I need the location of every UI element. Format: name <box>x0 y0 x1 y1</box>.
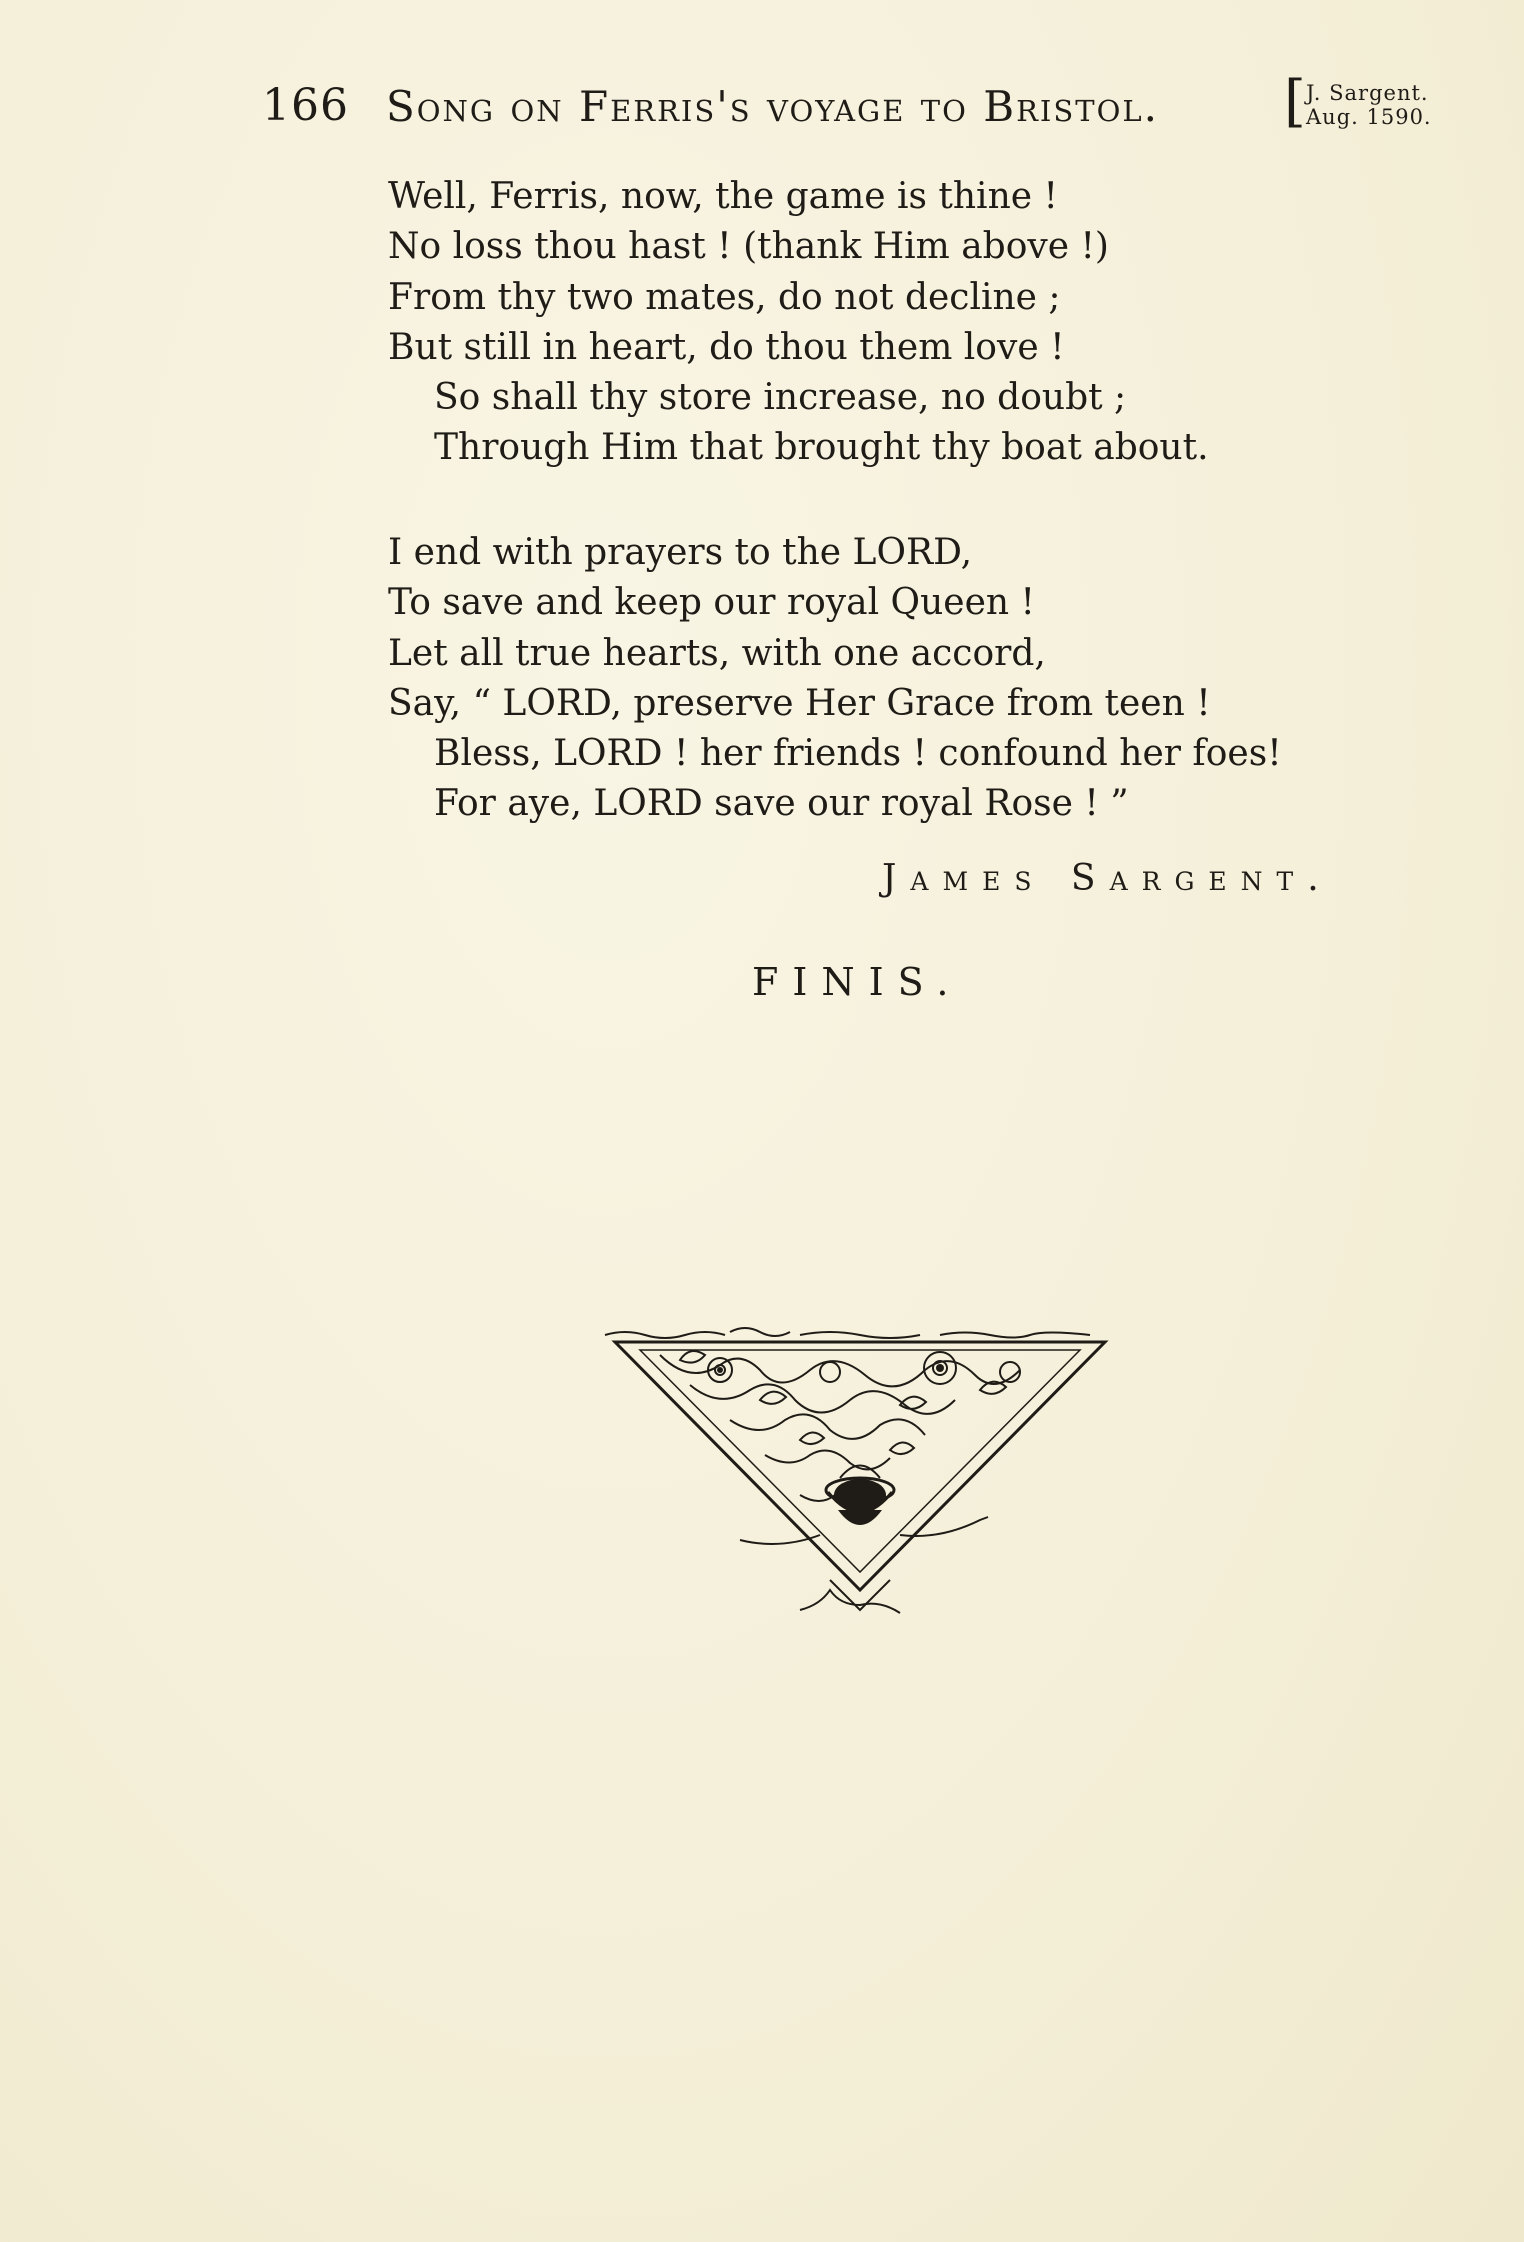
verse-line: From thy two mates, do not decline ; <box>388 276 1061 318</box>
verse-line: But still in heart, do thou them love ! <box>388 326 1065 368</box>
finis-mark: FINIS. <box>752 960 963 1004</box>
verse-line-indented: So shall thy store increase, no doubt ; <box>434 377 1127 419</box>
verse-line: I end with prayers to the LORD, <box>388 532 973 573</box>
floral-tailpiece-ornament <box>600 1310 1120 1630</box>
verse-line: Say, “ LORD, preserve Her Grace from teen ! <box>388 682 1211 724</box>
verse-line-indented: Through Him that brought thy boat about. <box>434 427 1209 469</box>
page-number: 166 <box>262 80 349 131</box>
side-note-author: J. Sargent. <box>1306 81 1429 105</box>
stanza-2 <box>388 528 1282 830</box>
side-note-date: Aug. 1590. <box>1306 105 1432 129</box>
running-title: Song on Ferris's voyage to Bristol. <box>386 82 1159 131</box>
verse-line: To save and keep our royal Queen ! <box>388 582 1035 624</box>
running-head <box>262 69 1442 146</box>
verse-line: Let all true hearts, with one accord, <box>388 632 1046 674</box>
verse-line: Well, Ferris, now, the game is thine ! <box>388 176 1058 217</box>
verse-line: No loss thou hast ! (thank Him above !) <box>388 226 1109 268</box>
stanza-1 <box>388 172 1209 474</box>
side-note-bracket: [ <box>1284 69 1306 134</box>
verse-line-indented: Bless, LORD ! her friends ! confound her foes! <box>434 733 1282 775</box>
author-signature: James Sargent. <box>882 858 1333 899</box>
verse-line-indented: For aye, LORD save our royal Rose ! ” <box>434 783 1129 825</box>
